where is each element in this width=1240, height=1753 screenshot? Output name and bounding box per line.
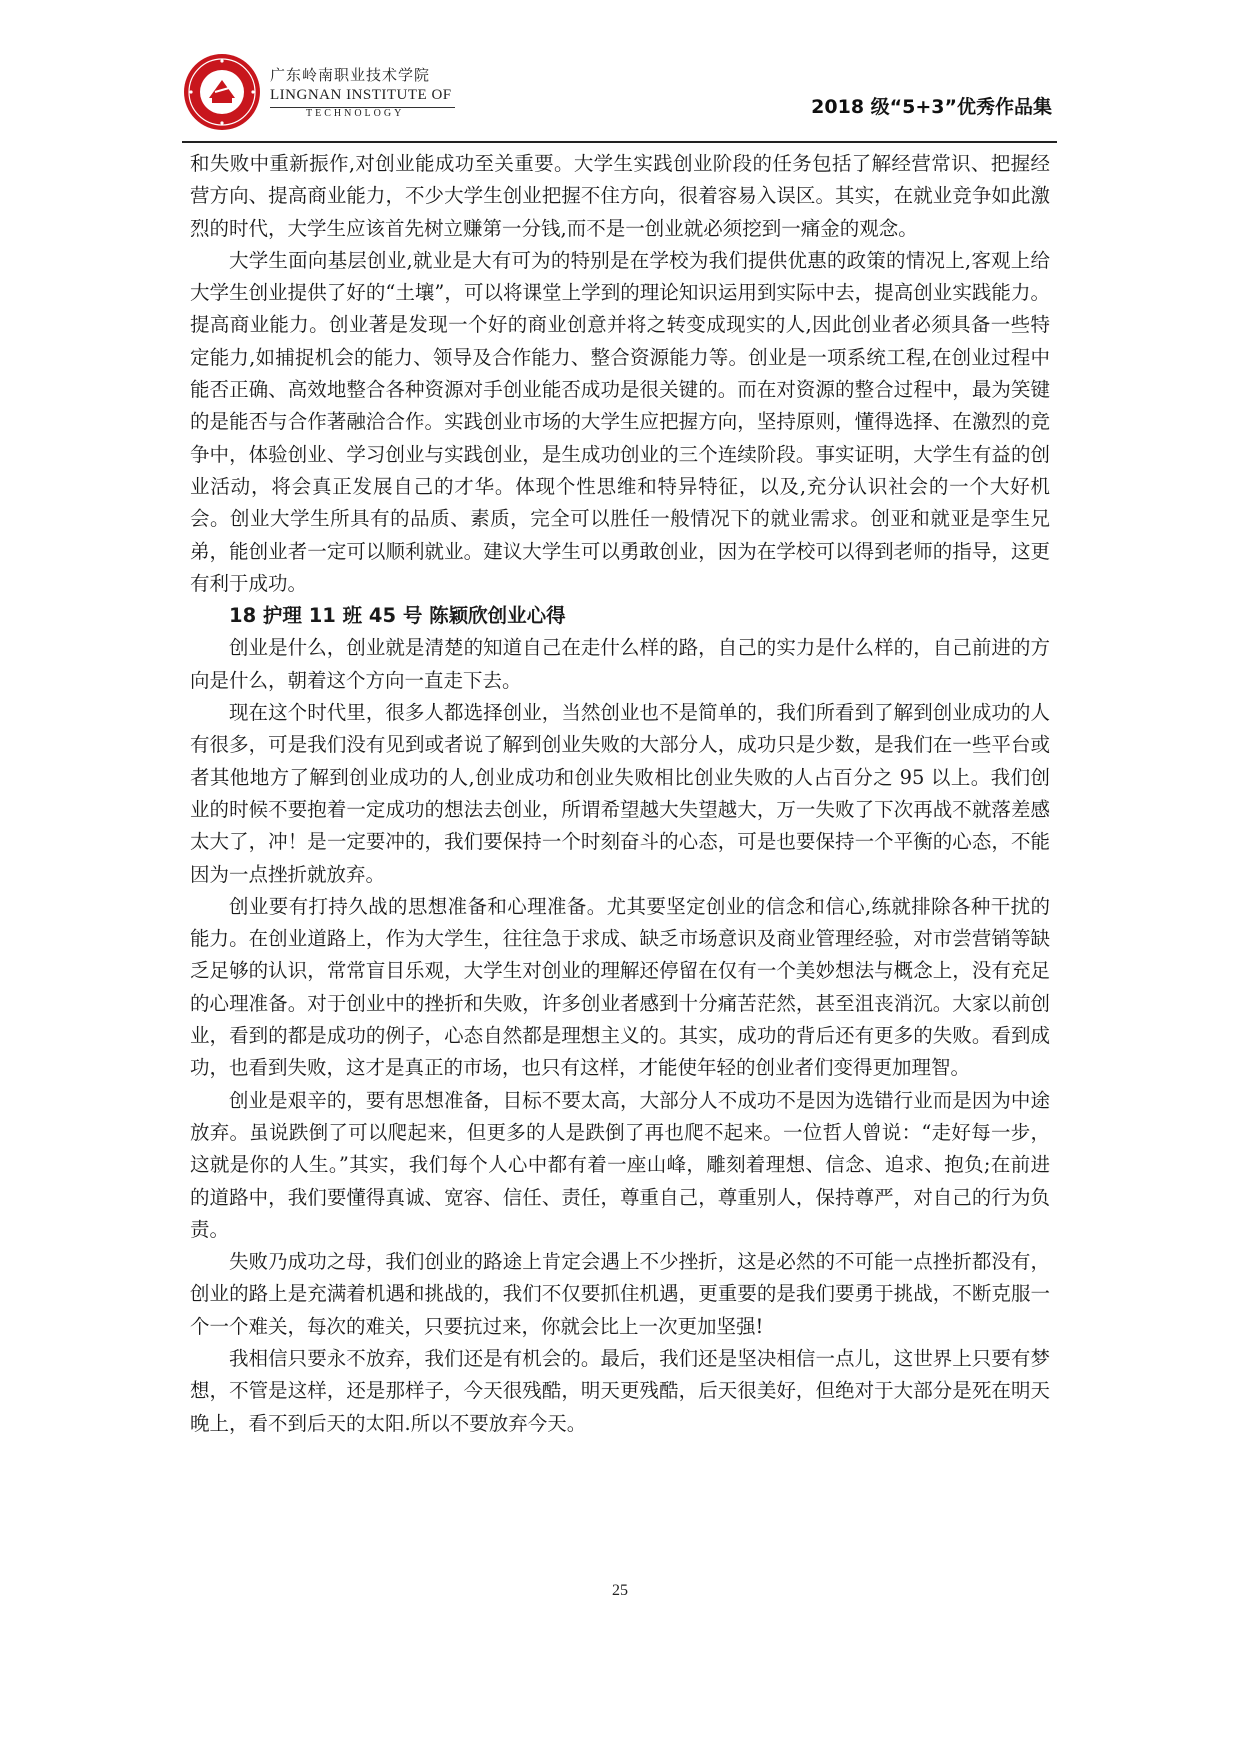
paragraph: 创业要有打持久战的思想准备和心理准备。尤其要坚定创业的信念和信心,练就排除各种干扰的能力。在创业道路上，作为大学生，往往急于求成、缺乏市场意识及商业管理经验，对市尝营销等缺乏足够的认识，常常盲目乐观，大学生对创业的理解还停留在仅有一个美妙想法与概念上，没有充足的心理准备。对于创业中的挫折和失败，许多创业者感到十分痛苦茫然，甚至沮丧消沉。大家以前创业，看到的都是成功的例子，心态自然都是理想主义的。其实，成功的背后还有更多的失败。看到成功，也看到失败，这才是真正的市场，也只有这样，才能使年轻的创业者们变得更加理智。 [190,894,1050,1080]
header-divider [182,141,1057,143]
school-name-en-sub: TECHNOLOGY [306,108,405,119]
paragraph: 创业是艰辛的，要有思想准备，目标不要太高，大部分人不成功不是因为选错行业而是因为中途放弃。虽说跌倒了可以爬起来，但更多的人是跌倒了再也爬不起来。一位哲人曾说：“走好每一步，这就是你的人生。”其实，我们每个人心中都有着一座山峰，雕刻着理想、信念、追求、抱负;在前进的道路中，我们要懂得真诚、宽容、信任、责任，尊重自己，尊重别人，保持尊严，对自己的行为负责。 [190,1088,1050,1241]
school-logo [182,52,482,132]
paragraph: 现在这个时代里，很多人都选择创业，当然创业也不是简单的，我们所看到了解到创业成功的人有很多，可是我们没有见到或者说了解到创业失败的大部分人，成功只是少数，是我们在一些平台或者其他地方了解到创业成功的人,创业成功和创业失败相比创业失败的人占百分之 95 以上。我们创业的时候不要抱着一定成功的想法去创业，所谓希望越大失望越大，万一失败了下次再战不就落差感太大了，冲！是一定要冲的，我们要保持一个时刻奋斗的心态，可是也要保持一个平衡的心态，不能因为一点挫折就放弃。 [190,701,1050,886]
section-title: 18 护理 11 班 45 号 陈颖欣创业心得 [229,604,566,628]
school-seal-icon [182,52,262,132]
school-name-cn: 广东岭南职业技术学院 [270,66,431,84]
school-name-en: LINGNAN INSTITUTE OF [270,87,452,103]
page-number: 25 [612,1582,628,1599]
paragraph: 失败乃成功之母，我们创业的路途上肯定会遇上不少挫折，这是必然的不可能一点挫折都没有，创业的路上是充满着机遇和挑战的，我们不仅要抓住机遇，更重要的是我们要勇于挑战，不断克服一个一个难关，每次的难关，只要抗过来，你就会比上一次更加坚强! [190,1250,1050,1338]
paragraph: 和失败中重新振作,对创业能成功至关重要。大学生实践创业阶段的任务包括了解经营常识、把握经营方向、提高商业能力，不少大学生创业把握不住方向，很着容易入误区。其实，在就业竞争如此激烈的时代，大学生应该首先树立赚第一分钱,而不是一创业就必须挖到一痛金的观念。 [190,152,1050,240]
paragraph: 创业是什么，创业就是清楚的知道自己在走什么样的路，自己的实力是什么样的，自己前进的方向是什么，朝着这个方向一直走下去。 [190,636,1050,692]
page-header [0,0,1240,145]
collection-title: 2018 级“5+3”优秀作品集 [811,96,1052,118]
paragraph: 大学生面向基层创业,就业是大有可为的特别是在学校为我们提供优惠的政策的情况上,客观上给大学生创业提供了好的“土壤”，可以将课堂上学到的理论知识运用到实际中去，提高创业实践能力。提高商业能力。创业著是发现一个好的商业创意并将之转变成现实的人,因此创业者必须具备一些特定能力,如捕捉机会的能力、领导及合作能力、整合资源能力等。创业是一项系统工程,在创业过程中能否正确、高效地整合各种资源对手创业能否成功是很关键的。而在对资源的整合过程中，最为笑键的是能否与合作著融洽合作。实践创业市场的大学生应把握方向，坚持原则，懂得选择、在激烈的竞争中，体验创业、学习创业与实践创业，是生成功创业的三个连续阶段。事实证明，大学生有益的创业活动，将会真正发展自己的才华。体现个性思维和特异特征，以及,充分认识社会的一个大好机会。创业大学生所具有的品质、素质，完全可以胜任一般情况下的就业需求。创亚和就亚是孪生兄弟，能创业者一定可以顺利就业。建议大学生可以勇敢创业，因为在学校可以得到老师的指导，这更有利于成功。 [190,248,1050,595]
page-content [190,148,1050,1440]
paragraph: 我相信只要永不放弃，我们还是有机会的。最后，我们还是坚决相信一点儿，这世界上只要有梦想，不管是这样，还是那样子，今天很残酷，明天更残酷，后天很美好，但绝对于大部分是死在明天晚上，看不到后天的太阳.所以不要放弃今天。 [190,1346,1050,1435]
